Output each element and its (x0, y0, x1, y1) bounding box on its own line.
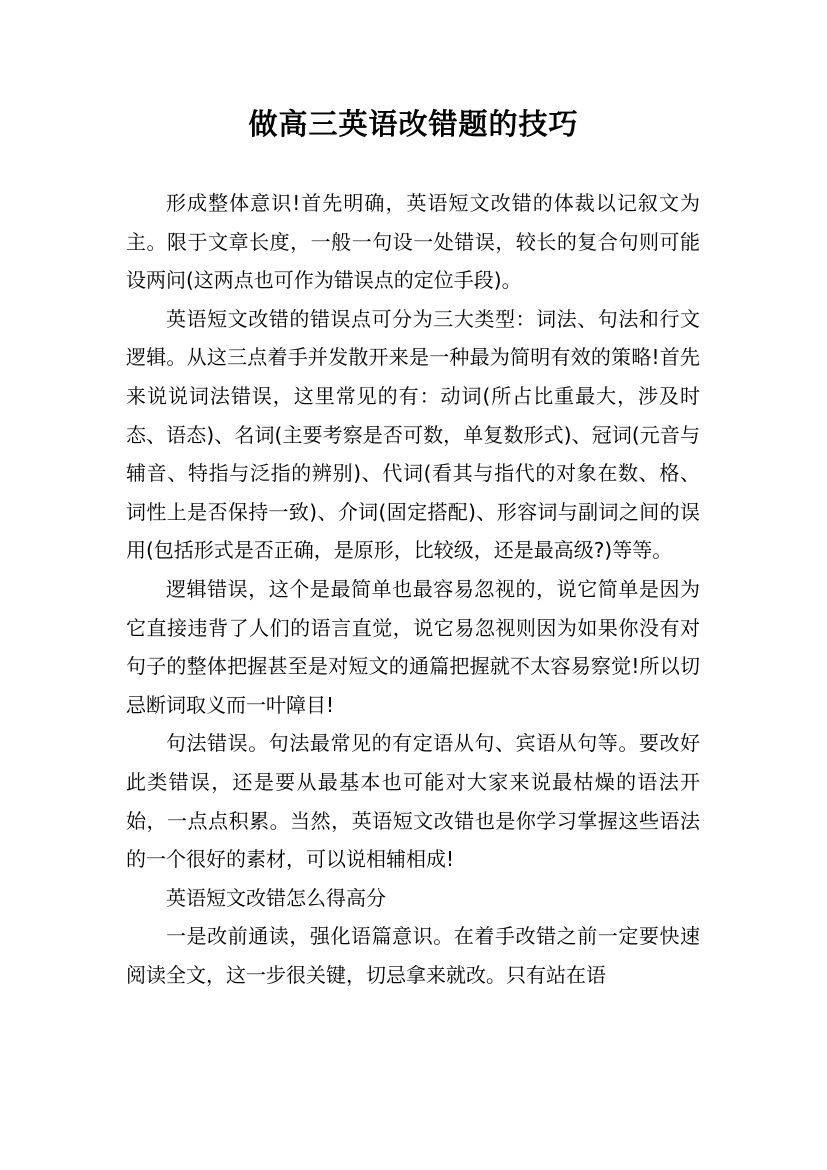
paragraph-read-first: 一是改前通读，强化语篇意识。在着手改错之前一定要快速阅读全文，这一步很关键，切忌拿来就改。只有站在语 (126, 924, 700, 987)
paragraph-logic-errors: 逻辑错误，这个是最简单也最容易忽视的，说它简单是因为它直接违背了人们的语言直觉，说它易忽视则因为如果你没有对句子的整体把握甚至是对短文的通篇把握就不太容易察觉!所以切忌断词取义而一叶障目! (126, 576, 700, 717)
paragraph-overall-awareness: 形成整体意识!首先明确，英语短文改错的体裁以记叙文为主。限于文章长度，一般一句设一处错误，较长的复合句则可能设两问(这两点也可作为错误点的定位手段)。 (126, 191, 700, 293)
paragraph-error-types: 英语短文改错的错误点可分为三大类型：词法、句法和行文逻辑。从这三点着手并发散开来是一种最为简明有效的策略!首先来说说词法错误，这里常见的有：动词(所占比重最大，涉及时态、语态)、名词(主要考察是否可数，单复数形式)、冠词(元音与辅音、特指与泛指的辨别)、代词(看其与指代的对象在数、格、词性上是否保持一致)、介词(固定搭配)、形容词与副词之间的误用(包括形式是否正确，是原形，比较级，还是最高级?)等等。 (126, 306, 700, 563)
paragraph-syntax-errors: 句法错误。句法最常见的有定语从句、宾语从句等。要改好此类错误，还是要从最基本也可能对大家来说最枯燥的语法开始，一点点积累。当然，英语短文改错也是你学习掌握这些语法的一个很好的素材，可以说相辅相成! (126, 731, 700, 872)
section-heading-high-score: 英语短文改错怎么得高分 (166, 885, 386, 910)
document-body (126, 184, 700, 994)
document-title: 做高三英语改错题的技巧 (248, 107, 579, 141)
